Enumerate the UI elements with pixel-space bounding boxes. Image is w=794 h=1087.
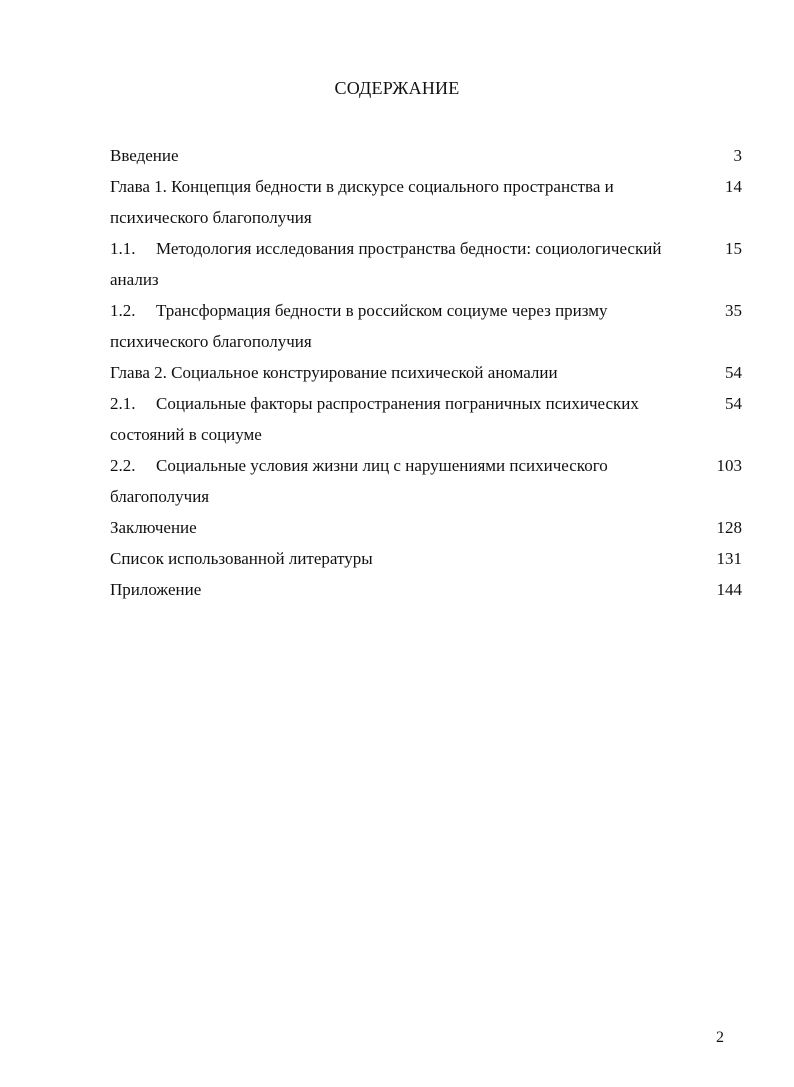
page-number: 2 <box>716 1029 724 1046</box>
toc-entry-text: Социальные условия жизни лиц с нарушениями психического благополучия <box>110 456 608 506</box>
toc-entry-chapter-2[interactable] <box>110 357 742 388</box>
toc-entry-text: Глава 1. Концепция бедности в дискурсе социального пространства и психического благополучия <box>110 177 614 227</box>
toc-entry-page: 14 <box>725 177 742 196</box>
toc-entry-chapter-1[interactable] <box>110 171 742 233</box>
toc-entry-page: 15 <box>725 239 742 258</box>
toc-entry-text: Глава 2. Социальное конструирование психической аномалии <box>110 363 558 382</box>
toc-entry-conclusion[interactable] <box>110 512 742 543</box>
toc-entry-page: 103 <box>716 456 742 475</box>
toc-entry-text-wrap <box>110 295 682 357</box>
toc-entry-references[interactable] <box>110 543 742 574</box>
toc-entry-section-2-2[interactable] <box>110 450 742 512</box>
toc-entry-text-wrap <box>110 450 682 512</box>
toc-entry-page: 54 <box>725 363 742 382</box>
toc-entry-text: Социальные факторы распространения пограничных психических состояний в социуме <box>110 394 639 444</box>
toc-entry-text-wrap <box>110 388 682 450</box>
toc-entry-section-1-2[interactable] <box>110 295 742 357</box>
toc-entry-section-number: 1.2. <box>110 301 136 320</box>
table-of-contents <box>110 140 742 605</box>
toc-entry-page: 128 <box>716 518 742 537</box>
toc-entry-section-number: 2.2. <box>110 456 136 475</box>
toc-entry-page: 35 <box>725 301 742 320</box>
toc-entry-section-number: 1.1. <box>110 239 136 258</box>
toc-entry-text: Введение <box>110 146 179 165</box>
toc-entry-page: 3 <box>733 146 742 165</box>
toc-entry-appendix[interactable] <box>110 574 742 605</box>
toc-entry-page: 131 <box>716 549 742 568</box>
page-title: СОДЕРЖАНИЕ <box>334 78 460 98</box>
toc-entry-page: 54 <box>725 394 742 413</box>
toc-entry-text-wrap <box>110 233 682 295</box>
toc-entry-section-number: 2.1. <box>110 394 136 413</box>
toc-entry-section-2-1[interactable] <box>110 388 742 450</box>
toc-entry-section-1-1[interactable] <box>110 233 742 295</box>
toc-entry-text: Список использованной литературы <box>110 549 373 568</box>
toc-entry-text: Методология исследования пространства бедности: социологический анализ <box>110 239 662 289</box>
toc-entry-text: Заключение <box>110 518 197 537</box>
toc-entry-text: Приложение <box>110 580 202 599</box>
toc-entry-text: Трансформация бедности в российском социуме через призму психического благополучия <box>110 301 608 351</box>
toc-entry-introduction[interactable] <box>110 140 742 171</box>
toc-entry-page: 144 <box>716 580 742 599</box>
